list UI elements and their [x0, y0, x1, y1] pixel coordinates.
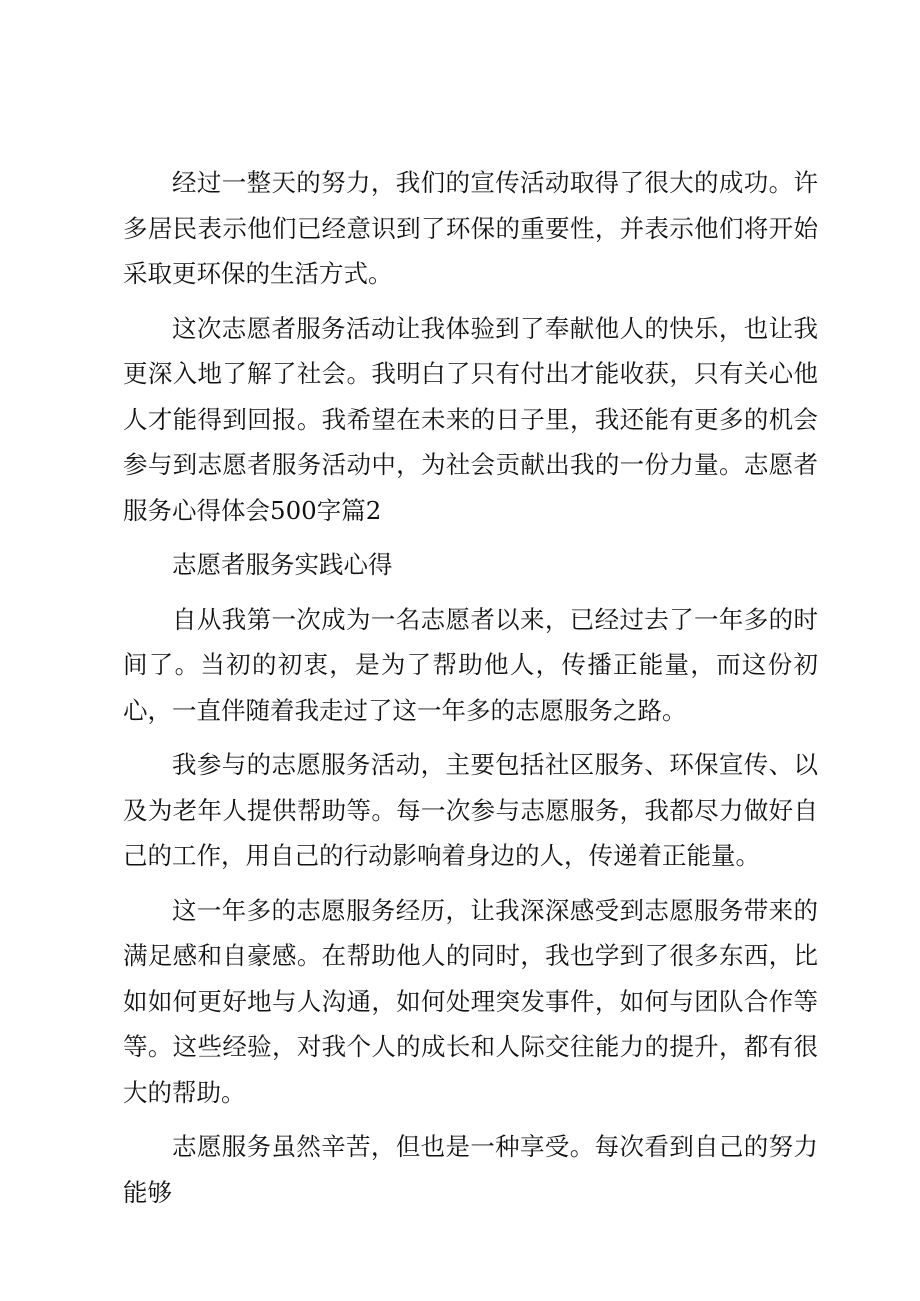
paragraph-campaign-result: 经过一整天的努力，我们的宣传活动取得了很大的成功。许多居民表示他们已经意识到了环保的重要性，并表示他们将开始采取更环保的生活方式。 — [123, 168, 818, 288]
paragraph-one-year: 自从我第一次成为一名志愿者以来，已经过去了一年多的时间了。当初的初衷，是为了帮助他人，传播正能量，而这份初心，一直伴随着我走过了这一年多的志愿服务之路。 — [123, 604, 818, 725]
section-heading: 志愿者服务实践心得 — [172, 550, 393, 579]
document-body — [123, 160, 818, 1224]
paragraph-activities: 我参与的志愿服务活动，主要包括社区服务、环保宣传、以及为老年人提供帮助等。每一次参与志愿服务，我都尽力做好自己的工作，用自己的行动影响着身边的人，传递着正能量。 — [123, 750, 818, 870]
paragraph-volunteer-reflection: 这次志愿者服务活动让我体验到了奉献他人的快乐，也让我更深入地了解了社会。我明白了只有付出才能收获，只有关心他人才能得到回报。我希望在未来的日子里，我还能有更多的机会参与到志愿者服务活动中，为社会贡献出我的一份力量。志愿者服务心得体会500字篇2 — [123, 313, 818, 525]
paragraph-enjoyment: 志愿服务虽然辛苦，但也是一种享受。每次看到自己的努力能够 — [123, 1132, 818, 1207]
paragraph-experience: 这一年多的志愿服务经历，让我深深感受到志愿服务带来的满足感和自豪感。在帮助他人的同时，我也学到了很多东西，比如如何更好地与人沟通，如何处理突发事件，如何与团队合作等等。这些经验，对我个人的成长和人际交往能力的提升，都有很大的帮助。 — [123, 895, 818, 1107]
